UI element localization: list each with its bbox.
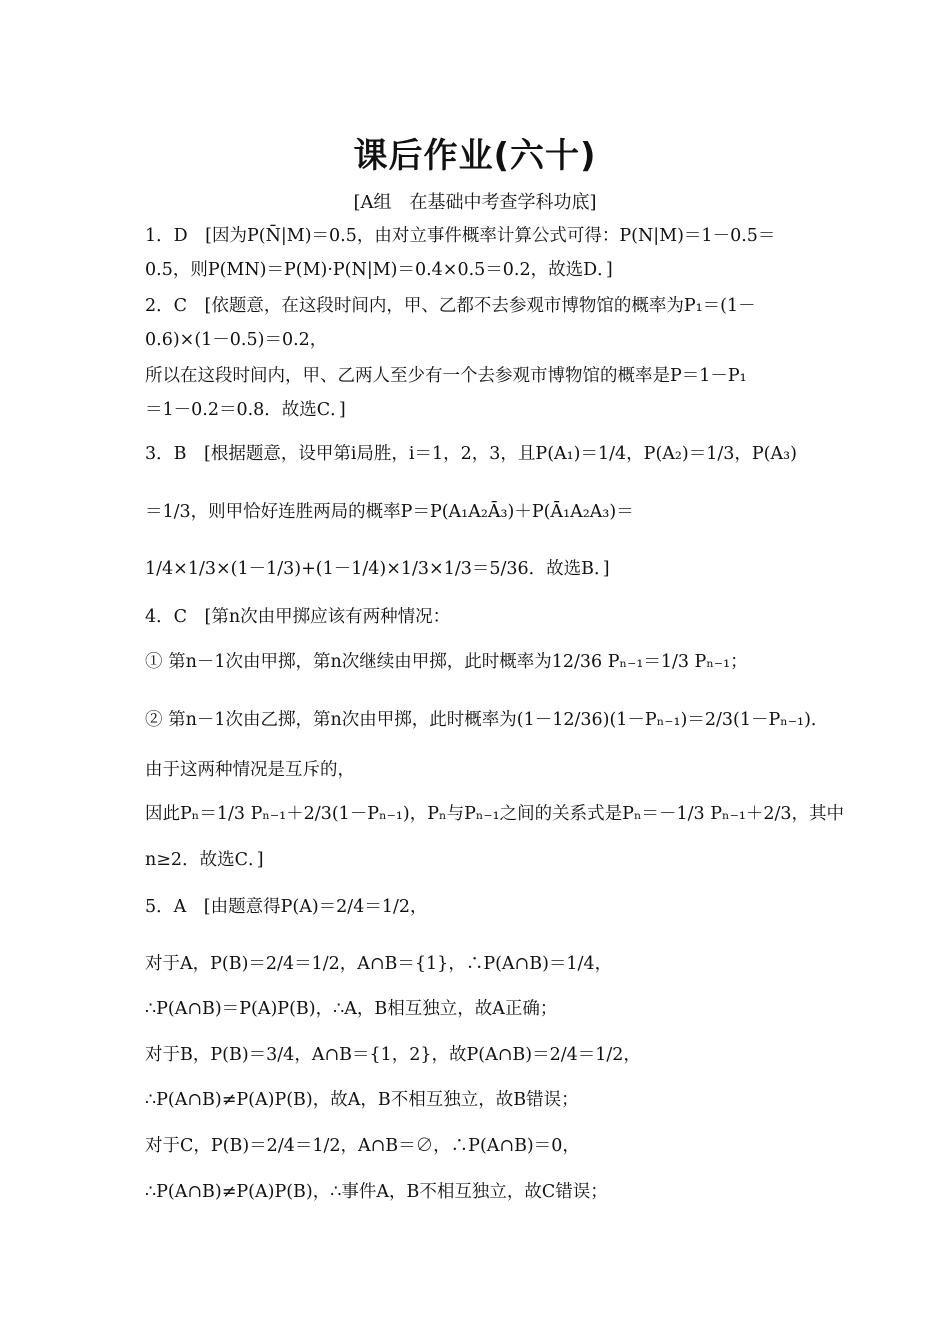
group-heading: [A组 在基础中考查学科功底] — [353, 192, 597, 213]
q2-line-3: 所以在这段时间内，甲、乙两人至少有一个去参观市博物馆的概率是P＝1－P₁ — [145, 366, 747, 386]
q3-line-2: ＝1/3，则甲恰好连胜两局的概率P＝P(A₁A₂Ā₃)＋P(Ā₁A₂A₃)＝ — [145, 502, 634, 522]
q2-line-4: ＝1－0.2＝0.8．故选C．] — [145, 400, 346, 420]
q1-line-1: 1．D [因为P(N̄|M)＝0.5，由对立事件概率计算公式可得：P(N|M)＝1－0.5＝ — [145, 226, 776, 246]
q5-line-1: 5．A [由题意得P(A)＝2/4＝1/2， — [145, 897, 428, 917]
q4-line-1: 4．C [第n次由甲掷应该有两种情况： — [145, 607, 451, 627]
q4-line-3: ② 第n－1次由乙掷，第n次由甲掷，此时概率为(1－12/36)(1－Pₙ₋₁)＝2/3(1－Pₙ₋₁)． — [145, 710, 829, 730]
q3-line-1: 3．B [根据题意，设甲第i局胜，i＝1，2，3，且P(A₁)＝1/4，P(A₂)＝1/3，P(A₃) — [145, 444, 797, 464]
page-title: 课后作业(六十) — [353, 136, 597, 176]
q1-line-2: 0.5，则P(MN)＝P(M)·P(N|M)＝0.4×0.5＝0.2，故选D．] — [145, 260, 613, 280]
q4-line-5: 因此Pₙ＝1/3 Pₙ₋₁＋2/3(1－Pₙ₋₁)，Pₙ与Pₙ₋₁之间的关系式是Pₙ＝－1/3 Pₙ₋₁＋2/3，其中 — [145, 804, 844, 824]
q2-line-2: 0.6)×(1－0.5)＝0.2， — [145, 330, 328, 350]
q5-line-6: 对于C，P(B)＝2/4＝1/2，A∩B＝∅，∴P(A∩B)＝0， — [145, 1136, 580, 1156]
q5-line-5: ∴P(A∩B)≠P(A)P(B)，故A，B不相互独立，故B错误； — [145, 1090, 579, 1110]
q2-line-1: 2．C [依题意，在这段时间内，甲、乙都不去参观市博物馆的概率为P₁＝(1－ — [145, 296, 756, 316]
q4-line-2: ① 第n－1次由甲掷，第n次继续由甲掷，此时概率为12/36 Pₙ₋₁＝1/3 Pₙ₋₁； — [145, 652, 748, 672]
q5-line-2: 对于A，P(B)＝2/4＝1/2，A∩B＝{1}，∴P(A∩B)＝1/4， — [145, 954, 613, 974]
q4-line-6: n≥2．故选C．] — [145, 850, 264, 870]
q5-line-7: ∴P(A∩B)≠P(A)P(B)，∴事件A，B不相互独立，故C错误； — [145, 1182, 608, 1202]
q5-line-4: 对于B，P(B)＝3/4，A∩B＝{1，2}，故P(A∩B)＝2/4＝1/2， — [145, 1045, 641, 1065]
q4-line-4: 由于这两种情况是互斥的， — [145, 760, 355, 780]
q5-line-3: ∴P(A∩B)＝P(A)P(B)，∴A，B相互独立，故A正确； — [145, 999, 558, 1019]
q3-line-3: 1/4×1/3×(1－1/3)+(1－1/4)×1/3×1/3＝5/36．故选B．] — [145, 559, 610, 579]
